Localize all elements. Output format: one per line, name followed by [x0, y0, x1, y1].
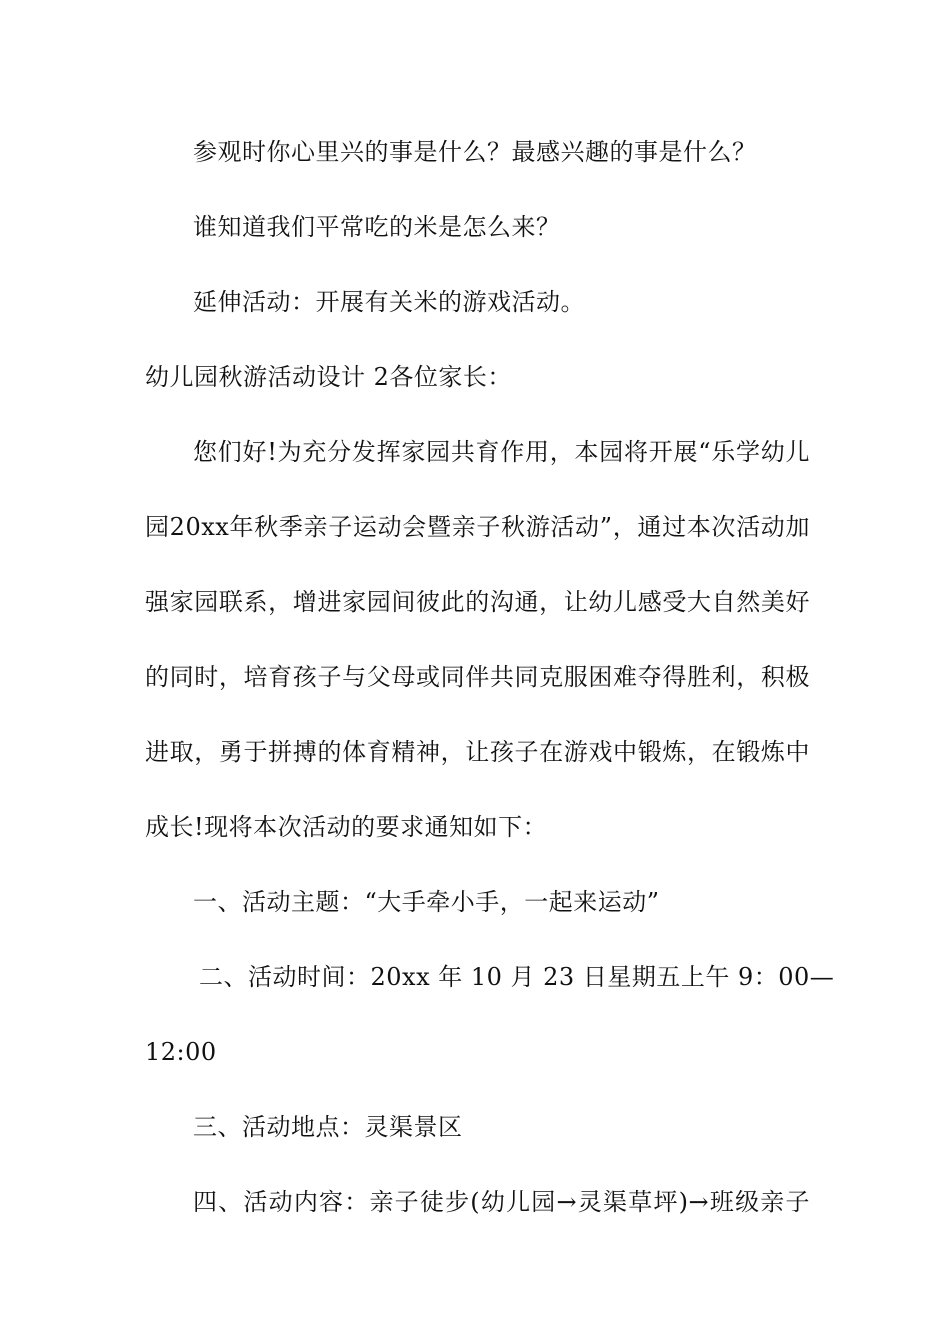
paragraph-line: 参观时你心里兴的事是什么？最感兴趣的事是什么？ [193, 138, 757, 166]
list-item-time-continued: 12:00 [145, 1038, 217, 1066]
paragraph-line: 您们好!为充分发挥家园共育作用，本园将开展“乐学幼儿 [193, 438, 810, 466]
section-heading: 幼儿园秋游活动设计 2各位家长： [145, 363, 512, 391]
paragraph-line: 延伸活动：开展有关米的游戏活动。 [193, 288, 585, 316]
list-item-theme: 一、活动主题：“大手牵小手，一起来运动” [193, 888, 660, 916]
paragraph-line: 强家园联系，增进家园间彼此的沟通，让幼儿感受大自然美好 [145, 588, 810, 616]
list-item-content: 四、活动内容：亲子徒步(幼儿园→灵渠草坪)→班级亲子 [193, 1188, 810, 1216]
list-item-location: 三、活动地点：灵渠景区 [193, 1113, 463, 1141]
paragraph-line: 园20xx年秋季亲子运动会暨亲子秋游活动”，通过本次活动加 [145, 513, 810, 541]
paragraph-line: 谁知道我们平常吃的米是怎么来？ [193, 213, 561, 241]
paragraph-line: 的同时，培育孩子与父母或同伴共同克服困难夺得胜利，积极 [145, 663, 810, 691]
paragraph-line: 进取，勇于拼搏的体育精神，让孩子在游戏中锻炼，在锻炼中 [145, 738, 810, 766]
paragraph-line: 成长!现将本次活动的要求通知如下： [145, 813, 548, 841]
list-item-time: 二、活动时间：20xx 年 10 月 23 日星期五上午 9：00— [199, 963, 835, 991]
